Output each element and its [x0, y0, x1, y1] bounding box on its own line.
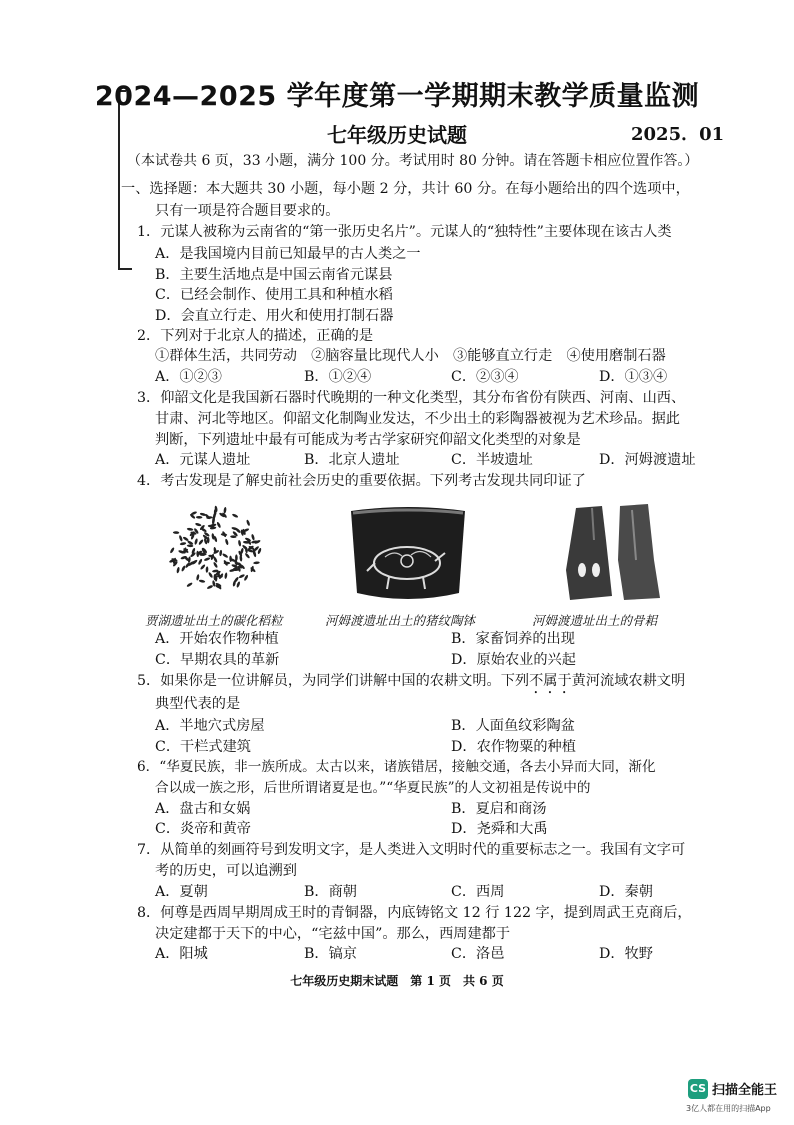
q8-option-d: D．牧野	[599, 946, 653, 962]
rice-grain	[187, 544, 194, 547]
figure-caption: 河姆渡遗址出土的猪纹陶钵	[325, 613, 476, 628]
rice-grain	[178, 535, 183, 542]
rice-grain	[244, 552, 250, 559]
q4-option-c: C．早期农具的革新	[155, 652, 280, 668]
rice-grain	[225, 538, 229, 545]
binding-line-bottom	[118, 268, 132, 270]
figure-caption: 河姆渡遗址出土的骨耜	[532, 613, 658, 628]
section-heading: 一、选择题：本大题共 30 小题，每小题 2 分，共计 60 分。在每小题给出的四个选项中，	[121, 181, 690, 197]
rice-grain	[219, 550, 222, 557]
rice-grain	[181, 565, 186, 572]
rice-grain	[224, 572, 228, 579]
exam-date: 2025．01	[631, 124, 725, 145]
q5-stem-pre: 5．如果你是一位讲解员，为同学们讲解中国的农耕文明。下列	[137, 673, 530, 689]
rice-grain	[205, 566, 208, 573]
rice-grains-figure	[160, 500, 270, 600]
rice-grain	[198, 539, 204, 546]
q7-stem-line1: 7．从简单的刻画符号到发明文字，是人类进入文明时代的重要标志之一。我国有文字可	[137, 842, 686, 858]
rice-grain	[176, 567, 180, 574]
rice-grain	[200, 564, 206, 570]
rice-grain	[196, 574, 200, 581]
q8-stem-line1: 8．何尊是西周早期周成王时的青铜器，内底铸铭文 12 行 122 字，提到周武王克商后，	[137, 905, 692, 921]
q2-option-b: B．①②④	[304, 369, 372, 385]
rice-grain	[204, 557, 211, 562]
exam-note: （本试卷共 6 页，33 小题，满分 100 分。考试用时 80 分钟。请在答题卡相应位置作答。）	[127, 153, 699, 169]
binding-line	[118, 90, 120, 268]
rice-grain	[200, 512, 207, 516]
q7-option-a: A．夏朝	[155, 884, 208, 900]
q5-stem	[137, 672, 685, 697]
rice-grain	[238, 574, 245, 579]
rice-grain	[180, 542, 187, 546]
section-heading-cont: 只有一项是符合题目要求的。	[155, 203, 340, 219]
q1-option-d: D．会直立行走、用火和使用打制石器	[155, 308, 394, 324]
q1-stem: 1．元谋人被称为云南省的“第一张历史名片”。元谋人的“独特性”主要体现在该古人类	[137, 224, 672, 240]
q8-option-a: A．阳城	[155, 946, 208, 962]
rice-grain	[232, 513, 239, 518]
q6-option-a: A．盘古和女娲	[155, 801, 251, 817]
q7-option-c: C．西周	[451, 884, 505, 900]
rice-grain	[236, 581, 241, 588]
rice-grain	[198, 558, 203, 565]
q3-option-d: D．河姆渡遗址	[599, 452, 696, 468]
rice-grain	[188, 556, 191, 563]
rice-grain	[222, 553, 229, 559]
page-title: 2024—2025 学年度第一学期期末教学质量监测	[94, 81, 700, 112]
q4-option-d: D．原始农业的兴起	[451, 652, 576, 668]
rice-grain	[196, 551, 199, 558]
rice-grain	[223, 507, 226, 514]
exam-subtitle: 七年级历史试题	[327, 123, 467, 147]
q3-stem-line2: 甘肃、河北等地区。仰韶文化制陶业发达，不少出土的彩陶器被视为艺术珍品。据此	[155, 411, 680, 427]
q2-option-a: A．①②③	[155, 369, 222, 385]
q2-option-c: C．②③④	[451, 369, 519, 385]
q7-option-b: B．商朝	[304, 884, 357, 900]
rice-grain	[187, 528, 194, 532]
q8-option-b: B．镐京	[304, 946, 357, 962]
q6-stem-line1: 6．“华夏民族，非一族所成。太古以来，诸族错居，接触交通，各去小异而大同，渐化	[137, 759, 656, 775]
q4-stem: 4．考古发现是了解史前社会历史的重要依据。下列考古发现共同印证了	[137, 473, 586, 489]
rice-grain	[199, 579, 206, 583]
q5-option-c: C．干栏式建筑	[155, 739, 251, 755]
q1-option-a: A．是我国境内目前已知最早的古人类之一	[155, 246, 421, 262]
q7-stem-line2: 考的历史，可以追溯到	[155, 863, 297, 879]
q3-option-b: B．北京人遗址	[304, 452, 400, 468]
q5-option-d: D．农作物粟的种植	[451, 739, 576, 755]
q3-option-a: A．元谋人遗址	[155, 452, 251, 468]
page-footer: 七年级历史期末试题 第 1 页 共 6 页	[290, 974, 504, 988]
rice-grain	[169, 547, 175, 554]
pig-pattern-bowl-figure	[345, 505, 471, 605]
q3-stem-line1: 3．仰韶文化是我国新石器时代晚期的一种文化类型，其分布省份有陕西、河南、山西、	[137, 390, 686, 406]
q1-option-c: C．已经会制作、使用工具和种植水稻	[155, 287, 393, 303]
rice-grain	[182, 536, 189, 542]
rice-grain	[195, 522, 202, 526]
rice-grain	[238, 540, 242, 547]
q6-stem-line2: 合以成一族之形，后世所谓诸夏是也。”“华夏民族”的人文初祖是传说中的	[155, 780, 591, 796]
figure-caption: 贾湖遗址出土的碳化稻粒	[145, 613, 283, 628]
rice-grain	[246, 519, 251, 526]
q4-option-b: B．家畜饲养的出现	[451, 631, 575, 647]
q4-option-a: A．开始农作物种植	[155, 631, 279, 647]
camscanner-name: 扫描全能王	[712, 1083, 778, 1098]
rice-grain	[194, 538, 198, 545]
camscanner-logo-icon: CS	[688, 1079, 708, 1099]
q5-stem-post: 黄河流域农耕文明	[571, 673, 686, 689]
q7-option-d: D．秦朝	[599, 884, 653, 900]
q1-option-b: B．主要生活地点是中国云南省元谋县	[155, 267, 393, 283]
q8-option-c: C．洛邑	[451, 946, 505, 962]
q2-option-d: D．①③④	[599, 369, 668, 385]
q5-stem-emphasis: 不属于	[529, 673, 572, 689]
q2-stem: 2．下列对于北京人的描述，正确的是	[137, 328, 374, 344]
q5-stem-line2: 典型代表的是	[155, 696, 241, 712]
q5-option-a: A．半地穴式房屋	[155, 718, 265, 734]
q5-option-b: B．人面鱼纹彩陶盆	[451, 718, 575, 734]
rice-grain	[253, 561, 260, 564]
q3-stem-line3: 判断，下列遗址中最有可能成为考古学家研究仰韶文化类型的对象是	[155, 432, 581, 448]
q6-option-b: B．夏启和商汤	[451, 801, 547, 817]
rice-grain	[251, 534, 255, 541]
q2-items: ①群体生活，共同劳动 ②脑容量比现代人小 ③能够直立行走 ④使用磨制石器	[155, 348, 666, 364]
rice-grain	[196, 516, 202, 519]
rice-grain	[213, 561, 219, 568]
camscanner-tagline: 3亿人都在用的扫描App	[686, 1104, 771, 1113]
q6-option-d: D．尧舜和大禹	[451, 821, 548, 837]
q6-option-c: C．炎帝和黄帝	[155, 821, 251, 837]
bone-spade-figure	[562, 500, 672, 608]
q8-stem-line2: 决定建都于天下的中心，“宅兹中国”。那么，西周建都于	[155, 926, 511, 942]
rice-grain	[173, 531, 180, 534]
rice-grain	[186, 582, 193, 588]
rice-grain	[216, 521, 221, 528]
rice-grain	[208, 572, 214, 579]
rice-grain	[207, 585, 214, 590]
q3-option-c: C．半坡遗址	[451, 452, 533, 468]
